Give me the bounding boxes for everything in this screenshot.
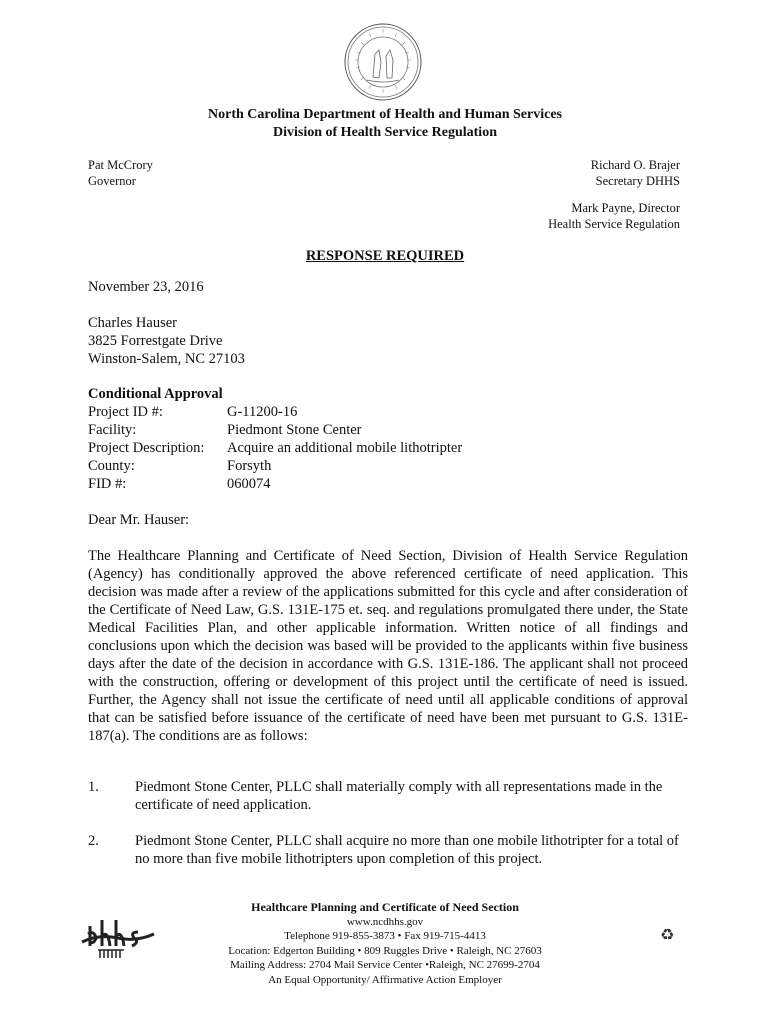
footer-mailing: Mailing Address: 2704 Mail Service Center •Raleigh, NC 27699-2704 [230,959,540,971]
facility-row [88,421,362,439]
governor-title: Governor [88,174,136,188]
footer-phone: Telephone 919-855-3873 • Fax 919-715-4413 [284,930,486,942]
address-line: Winston-Salem, NC 27103 [88,351,245,367]
condition-text: Piedmont Stone Center, PLLC shall materially comply with all representations made in the certificate of need application. [135,779,663,813]
secretary-title: Secretary DHHS [595,174,680,188]
row-label: Facility: [88,422,137,438]
governor-name: Pat McCrory [88,158,153,172]
director-title: Health Service Regulation [548,217,680,231]
footer [0,900,770,987]
department-name: North Carolina Department of Health and Human Services [208,107,562,122]
row-value: G-11200-16 [227,404,298,420]
director-block [548,200,680,232]
secretary-block [591,157,680,189]
state-seal-icon [343,22,423,102]
condition-number: 2. [88,833,99,849]
governor-block [88,157,153,189]
letter-date: November 23, 2016 [88,279,204,295]
condition-number: 1. [88,779,99,795]
secretary-name: Richard O. Brajer [590,158,680,172]
salutation: Dear Mr. Hauser: [88,512,190,528]
condition-item [88,778,688,814]
row-label: County: [88,458,135,474]
row-label: Project Description: [88,440,205,456]
address-line: 3825 Forrestgate Drive [88,333,223,349]
recipient-address [88,314,245,368]
project-description-row [88,439,462,457]
recycle-icon: ♻ [660,925,675,944]
county-row [88,457,271,475]
project-id-row [88,403,297,421]
director-name: Mark Payne, Director [571,201,680,215]
footer-web-link[interactable]: www.ncdhhs.gov [346,915,424,928]
fid-row [88,475,271,493]
footer-location: Location: Edgerton Building • 809 Ruggles Drive • Raleigh, NC 27603 [228,944,542,957]
approval-heading: Conditional Approval [88,386,223,402]
condition-text: Piedmont Stone Center, PLLC shall acquire no more than one mobile lithotripter for a total of no more than five mobile lithotripters upon completion of this project. [135,833,679,867]
division-name: Division of Health Service Regulation [273,125,497,140]
response-required-heading: RESPONSE REQUIRED [305,248,465,264]
row-value: Piedmont Stone Center [227,422,362,438]
row-label: FID #: [88,476,127,492]
row-label: Project ID #: [88,404,163,420]
row-value: 060074 [227,476,271,492]
footer-title: Healthcare Planning and Certificate of Need Section [251,900,519,914]
row-value: Forsyth [227,458,272,474]
row-value: Acquire an additional mobile lithotripter [227,440,463,456]
address-line: Charles Hauser [88,315,177,331]
footer-eeo: An Equal Opportunity/ Affirmative Action Employer [268,973,502,986]
condition-item [88,832,688,868]
body-paragraph: The Healthcare Planning and Certificate of Need Section, Division of Health Service Regulation (Agency) has conditionally approved the above referenced certificate of need application. This decision was made after a review of the applications submitted for this cycle and after consideration of the Certificate of Need Law, G.S. 131E-175 et. seq. and regulations promulgated there under, the State Medical Facilities Plan, and other applicable information. Written notice of all findings and conclusions upon which the decision was based will be provided to the applicants within five business days after the date of the decision in accordance with G.S. 131E-186. The applicant shall not proceed with the construction, offering or development of this project until the certificate of need is issued. Further, the Agency shall not issue the certificate of need until all applicable conditions of approval that can be satisfied before issuance of the certificate of need have been met pursuant to G.S. 131E-187(a). The conditions are as follows: [88,548,688,744]
